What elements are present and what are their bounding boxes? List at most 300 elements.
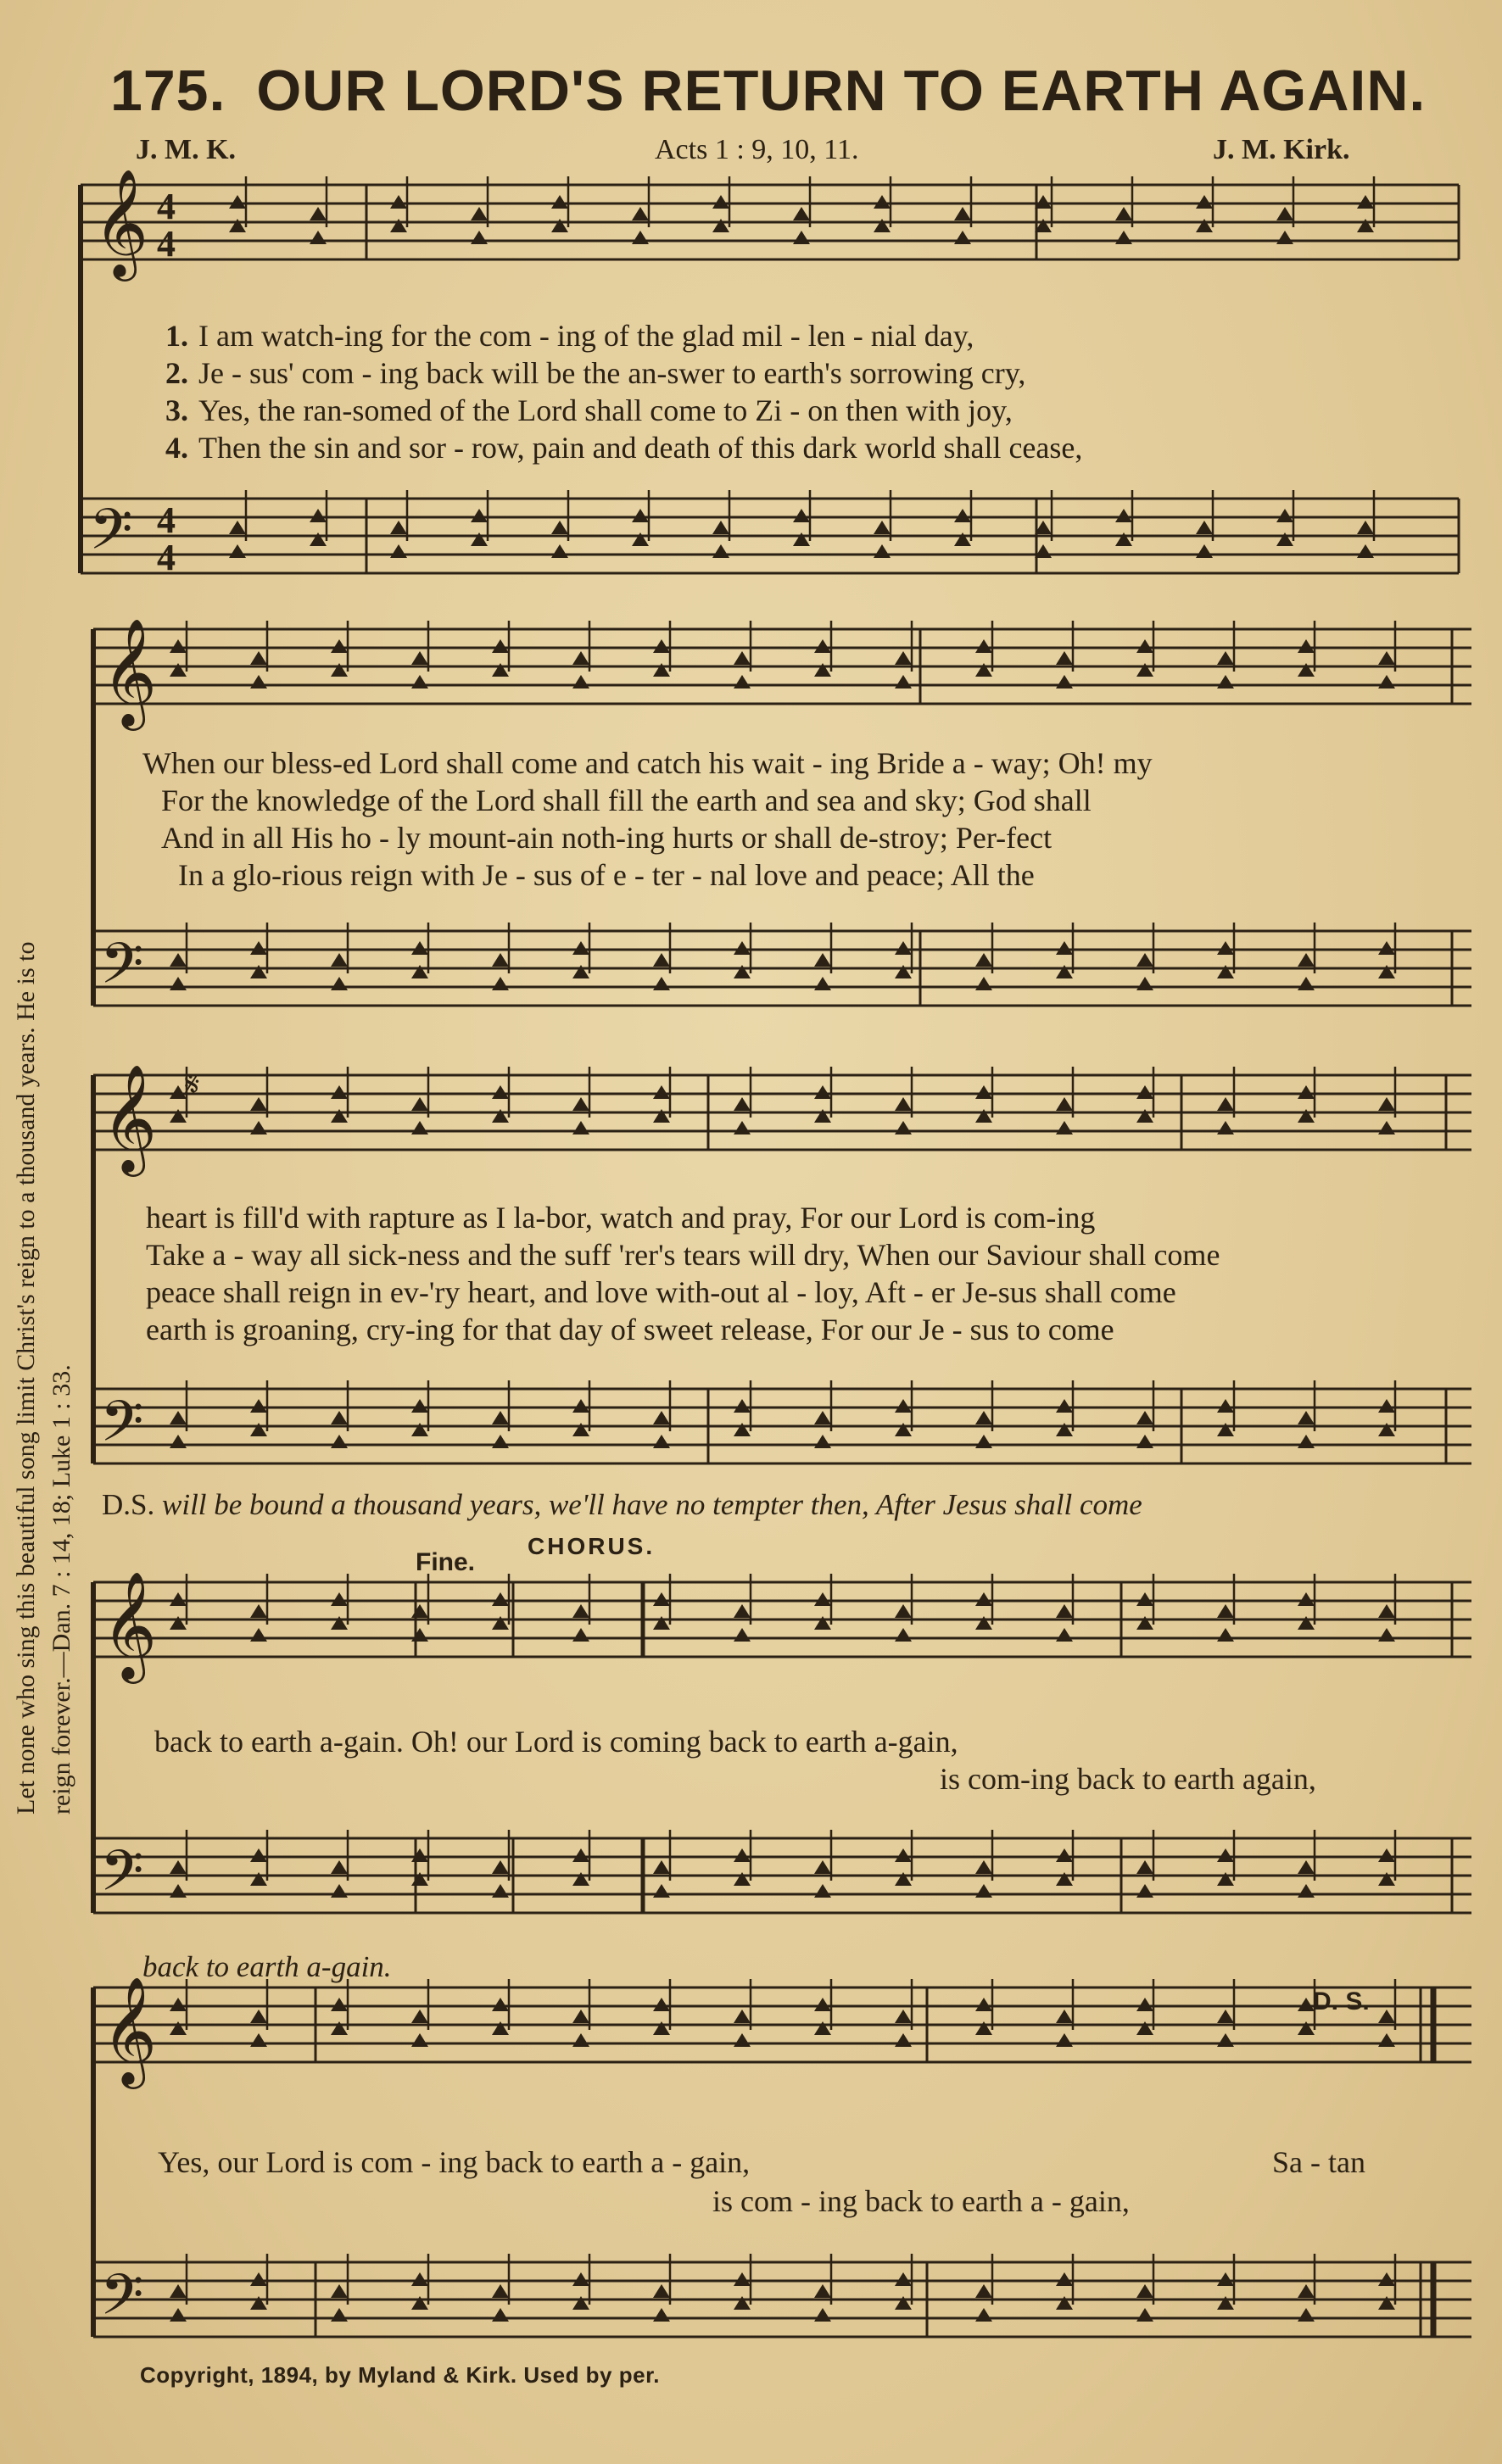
note-head	[653, 2284, 670, 2298]
note-head	[390, 544, 407, 558]
hymn-title: OUR LORD'S RETURN TO EARTH AGAIN.	[256, 59, 1427, 123]
note-head	[572, 2010, 589, 2023]
note-head	[814, 1592, 831, 1606]
note-head	[895, 941, 912, 955]
note-head	[975, 1592, 992, 1606]
note-head	[954, 231, 971, 244]
note-head	[572, 1872, 589, 1886]
note-head	[1217, 1604, 1234, 1618]
bass-clef-icon: 𝄢	[100, 931, 144, 1010]
note-head	[411, 651, 428, 665]
note-head	[551, 521, 568, 534]
note-head	[895, 651, 912, 665]
note-head	[1056, 1604, 1073, 1618]
note-head	[411, 1872, 428, 1886]
note-head	[1298, 953, 1315, 967]
music-credit: J. M. Kirk.	[1213, 134, 1350, 165]
note-head	[310, 231, 327, 244]
note-head	[331, 2021, 348, 2035]
note-head	[975, 639, 992, 653]
note-head	[411, 965, 428, 978]
note-head	[1056, 1121, 1073, 1134]
note-head	[572, 1628, 589, 1642]
note-head	[814, 1109, 831, 1123]
note-head	[411, 675, 428, 688]
note-head	[734, 1423, 751, 1436]
note-head	[1378, 1848, 1395, 1862]
note-head	[492, 639, 509, 653]
note-head	[653, 639, 670, 653]
bass-clef-icon: 𝄢	[100, 2262, 144, 2341]
bass-clef-icon: 𝄢	[100, 1389, 144, 1468]
note-head	[975, 2021, 992, 2035]
side-note-line1: Let none who sing this beautiful song limit Christ's reign to a thousand years. He is to	[12, 941, 40, 1815]
note-head	[1378, 941, 1395, 955]
note-head	[1056, 651, 1073, 665]
note-head	[975, 2284, 992, 2298]
note-head	[1217, 2272, 1234, 2286]
note-head	[250, 1121, 267, 1134]
note-head	[814, 2021, 831, 2035]
time-signature-bottom-bass: 4	[157, 537, 176, 578]
note-head	[874, 195, 891, 209]
note-head	[1378, 1872, 1395, 1886]
note-head	[653, 1998, 670, 2011]
note-head	[653, 1411, 670, 1424]
note-head	[814, 2284, 831, 2298]
note-head	[1298, 663, 1315, 677]
note-head	[712, 219, 729, 232]
note-head	[1217, 675, 1234, 688]
time-signature-top-bass: 4	[157, 499, 176, 541]
note-head	[975, 1435, 992, 1448]
note-head	[1357, 521, 1374, 534]
note-head	[653, 2308, 670, 2322]
note-head	[653, 1109, 670, 1123]
note-head	[653, 1616, 670, 1630]
note-head	[1056, 2296, 1073, 2310]
bass-clef-icon: 𝄢	[89, 497, 133, 576]
note-head	[975, 1860, 992, 1874]
note-head	[734, 1097, 751, 1111]
verse-4-line: earth is groaning, cry-ing for that day of sweet release, For our Je - sus to come	[146, 1313, 1114, 1346]
note-head	[874, 521, 891, 534]
note-head	[1115, 207, 1132, 220]
note-head	[1136, 663, 1153, 677]
note-head	[331, 1884, 348, 1898]
note-head	[734, 965, 751, 978]
note-head	[814, 639, 831, 653]
note-head	[793, 231, 810, 244]
note-head	[1056, 965, 1073, 978]
note-head	[229, 544, 246, 558]
note-head	[310, 207, 327, 220]
note-head	[1378, 2296, 1395, 2310]
note-head	[1378, 1423, 1395, 1436]
note-head	[170, 953, 187, 967]
note-head	[250, 1872, 267, 1886]
note-head	[1276, 509, 1293, 522]
note-head	[632, 231, 649, 244]
note-head	[331, 663, 348, 677]
note-head	[331, 2308, 348, 2322]
note-head	[1217, 1848, 1234, 1862]
verse-2-line: 2. Je - sus' com - ing back will be the an-swer to earth's sorrowing cry,	[165, 356, 1026, 390]
time-signature-bottom: 4	[157, 223, 176, 265]
note-head	[1276, 207, 1293, 220]
note-head	[1378, 651, 1395, 665]
note-head	[1136, 953, 1153, 967]
note-head	[331, 977, 348, 990]
note-head	[1217, 1423, 1234, 1436]
note-head	[310, 509, 327, 522]
note-head	[814, 1616, 831, 1630]
note-head	[170, 2308, 187, 2322]
note-head	[1298, 1411, 1315, 1424]
note-head	[411, 1604, 428, 1618]
note-head	[734, 2033, 751, 2047]
note-head	[1056, 1423, 1073, 1436]
note-head	[1298, 1109, 1315, 1123]
note-head	[170, 1085, 187, 1099]
note-head	[975, 1085, 992, 1099]
note-head	[734, 2010, 751, 2023]
note-head	[653, 1085, 670, 1099]
note-head	[250, 965, 267, 978]
side-note-line2: reign forever.—Dan. 7 : 14, 18; Luke 1 : 33.	[47, 1364, 75, 1815]
note-head	[331, 1592, 348, 1606]
note-head	[1217, 1121, 1234, 1134]
note-head	[1298, 1860, 1315, 1874]
verse-3-line: 3. Yes, the ran-somed of the Lord shall come to Zi - on then with joy,	[165, 393, 1013, 427]
note-head	[1056, 2033, 1073, 2047]
note-head	[572, 965, 589, 978]
note-head	[492, 953, 509, 967]
note-head	[1217, 2010, 1234, 2023]
note-head	[793, 532, 810, 546]
note-head	[1378, 2272, 1395, 2286]
note-head	[250, 2033, 267, 2047]
note-head	[1298, 1616, 1315, 1630]
note-head	[975, 1616, 992, 1630]
note-head	[170, 639, 187, 653]
note-head	[814, 953, 831, 967]
note-head	[1357, 544, 1374, 558]
note-head	[1196, 195, 1213, 209]
note-head	[653, 1884, 670, 1898]
note-head	[390, 195, 407, 209]
note-head	[492, 1592, 509, 1606]
note-head	[895, 1399, 912, 1413]
note-head	[814, 1998, 831, 2011]
note-head	[975, 953, 992, 967]
chorus-lyric-line-3-end: Sa - tan	[1272, 2145, 1365, 2179]
note-head	[1136, 2284, 1153, 2298]
note-head	[572, 651, 589, 665]
treble-clef-icon: 𝄞	[102, 1063, 158, 1172]
note-head	[734, 651, 751, 665]
note-head	[975, 663, 992, 677]
note-head	[411, 1423, 428, 1436]
note-head	[250, 651, 267, 665]
note-head	[874, 544, 891, 558]
note-head	[411, 2296, 428, 2310]
note-head	[411, 941, 428, 955]
note-head	[1357, 195, 1374, 209]
note-head	[1136, 1998, 1153, 2011]
note-head	[572, 2033, 589, 2047]
note-head	[411, 2272, 428, 2286]
chorus-lyric-line-2: is com-ing back to earth again,	[940, 1762, 1316, 1796]
note-head	[572, 1121, 589, 1134]
note-head	[1136, 1616, 1153, 1630]
note-head	[954, 509, 971, 522]
note-head	[572, 1604, 589, 1618]
note-head	[471, 231, 488, 244]
note-head	[1298, 1884, 1315, 1898]
verse-1-line: 1. I am watch-ing for the com - ing of the glad mil - len - nial day,	[165, 319, 974, 353]
note-head	[492, 977, 509, 990]
note-head	[895, 1423, 912, 1436]
note-head	[250, 941, 267, 955]
note-head	[1298, 1592, 1315, 1606]
note-head	[411, 1628, 428, 1642]
note-head	[492, 1109, 509, 1123]
note-head	[411, 2010, 428, 2023]
note-head	[310, 532, 327, 546]
chorus-lyric-line-4: is com - ing back to earth a - gain,	[712, 2184, 1130, 2218]
note-head	[1378, 965, 1395, 978]
note-head	[492, 2284, 509, 2298]
note-head	[572, 1097, 589, 1111]
note-head	[975, 2308, 992, 2322]
note-head	[411, 1399, 428, 1413]
note-head	[250, 1848, 267, 1862]
treble-clef-icon: 𝄞	[102, 617, 158, 726]
note-head	[895, 675, 912, 688]
note-head	[170, 1435, 187, 1448]
note-head	[331, 1998, 348, 2011]
note-head	[411, 1121, 428, 1134]
note-head	[632, 509, 649, 522]
note-head	[250, 675, 267, 688]
note-head	[814, 1411, 831, 1424]
verse-1-line: heart is fill'd with rapture as I la-bor, watch and pray, For our Lord is com-ing	[146, 1201, 1096, 1235]
verse-4-line: In a glo-rious reign with Je - sus of e - ter - nal love and peace; All the	[178, 858, 1035, 892]
note-head	[1378, 1399, 1395, 1413]
note-head	[1136, 1109, 1153, 1123]
note-head	[331, 2284, 348, 2298]
note-head	[653, 2021, 670, 2035]
note-head	[572, 941, 589, 955]
note-head	[1378, 1121, 1395, 1134]
note-head	[1136, 1884, 1153, 1898]
note-head	[1115, 509, 1132, 522]
note-head	[975, 1998, 992, 2011]
note-head	[170, 1592, 187, 1606]
note-head	[975, 1884, 992, 1898]
note-head	[814, 1085, 831, 1099]
treble-clef-icon: 𝄞	[102, 1570, 158, 1679]
note-head	[1378, 2033, 1395, 2047]
note-head	[492, 1435, 509, 1448]
note-head	[229, 521, 246, 534]
note-head	[895, 965, 912, 978]
note-head	[390, 521, 407, 534]
note-head	[975, 1109, 992, 1123]
note-head	[492, 1411, 509, 1424]
note-head	[492, 1860, 509, 1874]
note-head	[734, 1604, 751, 1618]
note-head	[1115, 231, 1132, 244]
note-head	[895, 2272, 912, 2286]
note-head	[1217, 965, 1234, 978]
note-head	[1056, 941, 1073, 955]
note-head	[653, 977, 670, 990]
note-head	[170, 1884, 187, 1898]
note-head	[734, 2296, 751, 2310]
note-head	[1056, 2272, 1073, 2286]
note-head	[632, 532, 649, 546]
note-head	[331, 1411, 348, 1424]
verse-3-line: And in all His ho - ly mount-ain noth-ing hurts or shall de-stroy; Per-fect	[161, 821, 1053, 855]
treble-clef-icon: 𝄞	[93, 168, 149, 276]
note-head	[492, 1616, 509, 1630]
note-head	[170, 2021, 187, 2035]
note-head	[734, 1399, 751, 1413]
note-head	[1217, 1628, 1234, 1642]
note-head	[975, 977, 992, 990]
note-head	[471, 532, 488, 546]
note-head	[1378, 1628, 1395, 1642]
note-head	[250, 1399, 267, 1413]
note-head	[411, 1097, 428, 1111]
note-head	[1298, 1998, 1315, 2011]
note-head	[814, 1435, 831, 1448]
note-head	[331, 1616, 348, 1630]
note-head	[229, 195, 246, 209]
note-head	[411, 1848, 428, 1862]
note-head	[814, 977, 831, 990]
note-head	[170, 1860, 187, 1874]
note-head	[734, 1628, 751, 1642]
note-head	[814, 2308, 831, 2322]
chorus-lyric-line-3: Yes, our Lord is com - ing back to earth a - gain,	[158, 2145, 751, 2179]
note-head	[653, 1592, 670, 1606]
note-head	[734, 1872, 751, 1886]
note-head	[734, 941, 751, 955]
note-head	[1136, 639, 1153, 653]
note-head	[1378, 675, 1395, 688]
verse-3-line: peace shall reign in ev-'ry heart, and love with-out al - loy, Aft - er Je-sus shall come	[146, 1275, 1176, 1309]
note-head	[331, 1860, 348, 1874]
note-head	[331, 1109, 348, 1123]
note-head	[492, 1884, 509, 1898]
note-head	[572, 675, 589, 688]
note-head	[331, 1435, 348, 1448]
note-head	[492, 1998, 509, 2011]
note-head	[1298, 639, 1315, 653]
note-head	[250, 1097, 267, 1111]
chorus-lyric-line-1: back to earth a-gain. Oh! our Lord is coming back to earth a-gain,	[154, 1725, 958, 1759]
note-head	[1136, 1592, 1153, 1606]
segno-icon: 𝄋	[185, 1065, 200, 1104]
note-head	[734, 675, 751, 688]
note-head	[1196, 544, 1213, 558]
note-head	[712, 521, 729, 534]
time-signature-top: 4	[157, 186, 176, 227]
note-head	[1136, 2021, 1153, 2035]
note-head	[331, 953, 348, 967]
note-head	[814, 1860, 831, 1874]
note-head	[572, 2296, 589, 2310]
note-head	[170, 1411, 187, 1424]
note-head	[1056, 1399, 1073, 1413]
note-head	[492, 663, 509, 677]
note-head	[1056, 1872, 1073, 1886]
note-head	[1298, 2021, 1315, 2035]
note-head	[551, 544, 568, 558]
note-head	[1378, 1604, 1395, 1618]
note-head	[1056, 1097, 1073, 1111]
note-head	[734, 2272, 751, 2286]
note-head	[1298, 1085, 1315, 1099]
note-head	[250, 2010, 267, 2023]
note-head	[895, 2033, 912, 2047]
note-head	[793, 509, 810, 522]
note-head	[874, 219, 891, 232]
verse-2-line: For the knowledge of the Lord shall fill the earth and sea and sky; God shall	[161, 783, 1092, 817]
note-head	[895, 1604, 912, 1618]
note-head	[1378, 1097, 1395, 1111]
note-head	[1136, 977, 1153, 990]
note-head	[250, 2272, 267, 2286]
note-head	[895, 1872, 912, 1886]
note-head	[390, 219, 407, 232]
note-head	[1136, 2308, 1153, 2322]
note-head	[734, 1121, 751, 1134]
note-head	[170, 2284, 187, 2298]
bass-clef-icon: 𝄢	[100, 1838, 144, 1917]
chorus-label: CHORUS.	[528, 1533, 656, 1559]
note-head	[653, 663, 670, 677]
note-head	[1217, 1399, 1234, 1413]
note-head	[1196, 219, 1213, 232]
note-head	[895, 1848, 912, 1862]
note-head	[170, 1109, 187, 1123]
note-head	[1115, 532, 1132, 546]
fine-marking: Fine.	[416, 1548, 476, 1576]
ds-marking: D. S.	[1313, 1987, 1370, 2015]
note-head	[734, 1848, 751, 1862]
note-head	[653, 953, 670, 967]
note-head	[814, 1884, 831, 1898]
scripture-reference: Acts 1 : 9, 10, 11.	[655, 134, 859, 165]
note-head	[1136, 1860, 1153, 1874]
note-head	[492, 2308, 509, 2322]
note-head	[1357, 219, 1374, 232]
note-head	[793, 207, 810, 220]
note-head	[229, 219, 246, 232]
note-head	[895, 1628, 912, 1642]
note-head	[1217, 2296, 1234, 2310]
note-head	[1056, 2010, 1073, 2023]
note-head	[572, 1423, 589, 1436]
note-head	[653, 1860, 670, 1874]
note-head	[170, 1616, 187, 1630]
note-head	[492, 1085, 509, 1099]
note-head	[1217, 941, 1234, 955]
